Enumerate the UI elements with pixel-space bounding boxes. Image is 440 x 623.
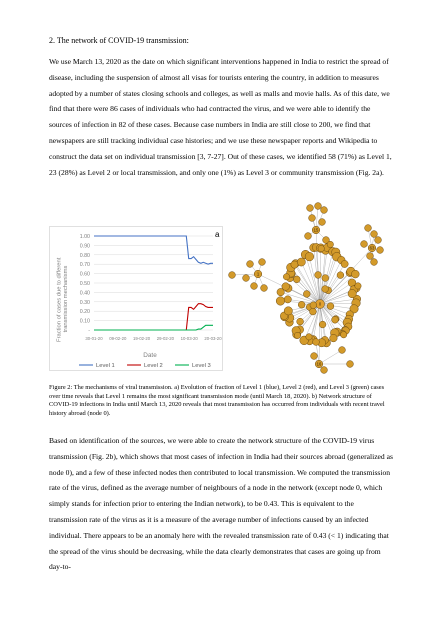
network-node [318,245,324,251]
network-node [313,339,320,346]
network-node [315,272,322,279]
chart-y-tick-label: 0.10 [79,318,90,325]
network-node [297,258,305,266]
chart-y-tick-label: 0.60 [79,271,90,278]
network-node [259,259,266,266]
chart-x-tick-label: 30-01-20 [85,336,103,341]
network-node [355,283,361,289]
network-node-label: 16 [316,361,322,367]
network-node [337,272,344,279]
network-node [322,286,329,293]
network-node [309,308,316,315]
network-node [347,361,354,368]
network-node-label: 63 [369,245,375,251]
network-node [306,334,312,340]
network-node [340,332,346,338]
network-node [276,297,285,306]
network-node [361,241,368,248]
network-node [303,291,310,298]
chart-y-tick-label: 0.90 [79,243,90,250]
network-node [305,233,312,240]
network-node [251,283,258,290]
network-node [297,318,304,325]
network-node [284,296,291,303]
chart-x-tick-label: 19-02-20 [132,336,151,341]
network-node [319,219,326,226]
network-node [377,247,384,254]
network-node [307,205,314,212]
network-node [321,367,328,374]
chart-y-tick-label: 0.50 [79,281,90,287]
network-node [371,231,378,238]
network-node [330,334,338,342]
network-node [322,275,329,282]
network-node [321,207,328,214]
chart-x-axis-label: Date [143,352,157,359]
figure-2b-network [224,200,394,376]
network-node [305,252,314,261]
chart-y-axis-label: Fraction of cases due to different transmission mechanisms [56,257,69,342]
section-heading: 2. The network of COVID-19 transmission: [49,36,189,45]
network-node [243,275,250,282]
network-node [375,237,382,244]
legend-label: Level 3 [192,363,211,369]
network-node-label: 15 [313,227,319,233]
chart-x-tick-label: 09-02-20 [109,336,127,341]
paragraph-intro: We use March 13, 2020 as the date on which significant interventions happened in India to restrict the spread of disease, including the suspension of almost all visas for tourists entering the country, in addition to measures adopted by a number of states closing schools and colleges, as well as malls and movie halls. As of this date, we find that there were 86 cases of individuals who had contracted the virus, and we were able to identify the sources of infection in 82 of these cases. Because case numbers in India are still close to 200, we find that newspapers are still tracking individual case histories; and we use these newspaper reports and Wikipedia to construct the data set on individual transmission [3, 7-27]. Out of these cases, we identified 58 (71%) as Level 1, 23 (28%) as Level 2 or local transmission, and only one (1%) as Level 3 or community transmission (Fig. 2a). [49,57,392,177]
network-node [282,283,290,291]
network-edge [301,262,320,304]
network-node [319,321,326,328]
chart-y-tick-label: 0.70 [79,262,90,269]
chart-y-tick-label: 0.20 [79,309,90,316]
network-node [284,307,292,315]
network-node [365,225,372,232]
chart-y-tick-label: - [88,328,90,334]
network-node [310,302,317,309]
network-node [229,272,236,279]
network-node [348,289,356,297]
network-node [247,261,254,268]
chart-y-tick-label: 1.00 [79,234,90,240]
figure-2a-chart [49,226,223,371]
chart-x-tick-label: 20-03-20 [204,336,222,341]
network-node [327,303,334,310]
network-node [351,270,359,278]
legend-label: Level 2 [144,363,163,369]
network-node [309,215,316,222]
chart-y-tick-label: 0.80 [79,252,90,259]
chart-x-tick-label: 10-03-20 [180,336,198,341]
figure-caption: Figure 2: The mechanisms of viral transmission. a) Evolution of fraction of Level 1 (blue), Level 2 (red), and Level 3 (green) cases over time reveals that Level 1 remains the most significant transmission mode (until March 18, 2020). b) Network structure of COVID-19 infections in India until March 13, 2020 reveals that most transmission has occurred from individuals with recent travel history abroad (node 0). [49,384,385,418]
paragraph-network: Based on identification of the sources, we were able to create the network structure of the COVID-19 virus transmission (Fig. 2b), which shows that most cases of infection in India had their sources abroad (generalized as node 0), and a few of these infected nodes then contributed to local transmission. We computed the transmission rate of the virus, defined as the average number of neighbours of a node in the network (except node 0, which simply stands for infection prior to entering the Indian network), to be 0.43. This is equivalent to the transmission rate of the virus as it is a measure of the average number of infections caused by an infected individual. There appears to be an anomaly here with the revealed transmission rate of 0.43 (< 1) indicating that the spread of the virus should be decreasing, while the data clearly demonstrates that cases are going up from day-to- [49,436,393,572]
network-node [315,203,322,210]
network-node [261,285,268,292]
network-node [298,301,305,308]
network-node [339,347,346,354]
network-edge [318,301,322,364]
network-node-label: 1 [256,271,260,277]
network-node [371,259,378,266]
network-node [283,274,289,280]
network-node [332,316,339,323]
legend-label: Level 1 [96,363,115,369]
network-node [294,332,300,338]
network-node [367,253,374,260]
network-node [311,353,318,360]
network-node-label: 0 [318,301,322,307]
chart-y-tick-label: 0.40 [79,290,90,297]
figure-label-a: a [215,230,220,239]
network-node [327,241,333,247]
chart-x-tick-label: 29-02-20 [156,336,175,341]
chart-y-tick-label: 0.30 [79,299,90,306]
network-node [293,276,300,283]
network-node [341,260,348,267]
network-edge [320,260,341,304]
